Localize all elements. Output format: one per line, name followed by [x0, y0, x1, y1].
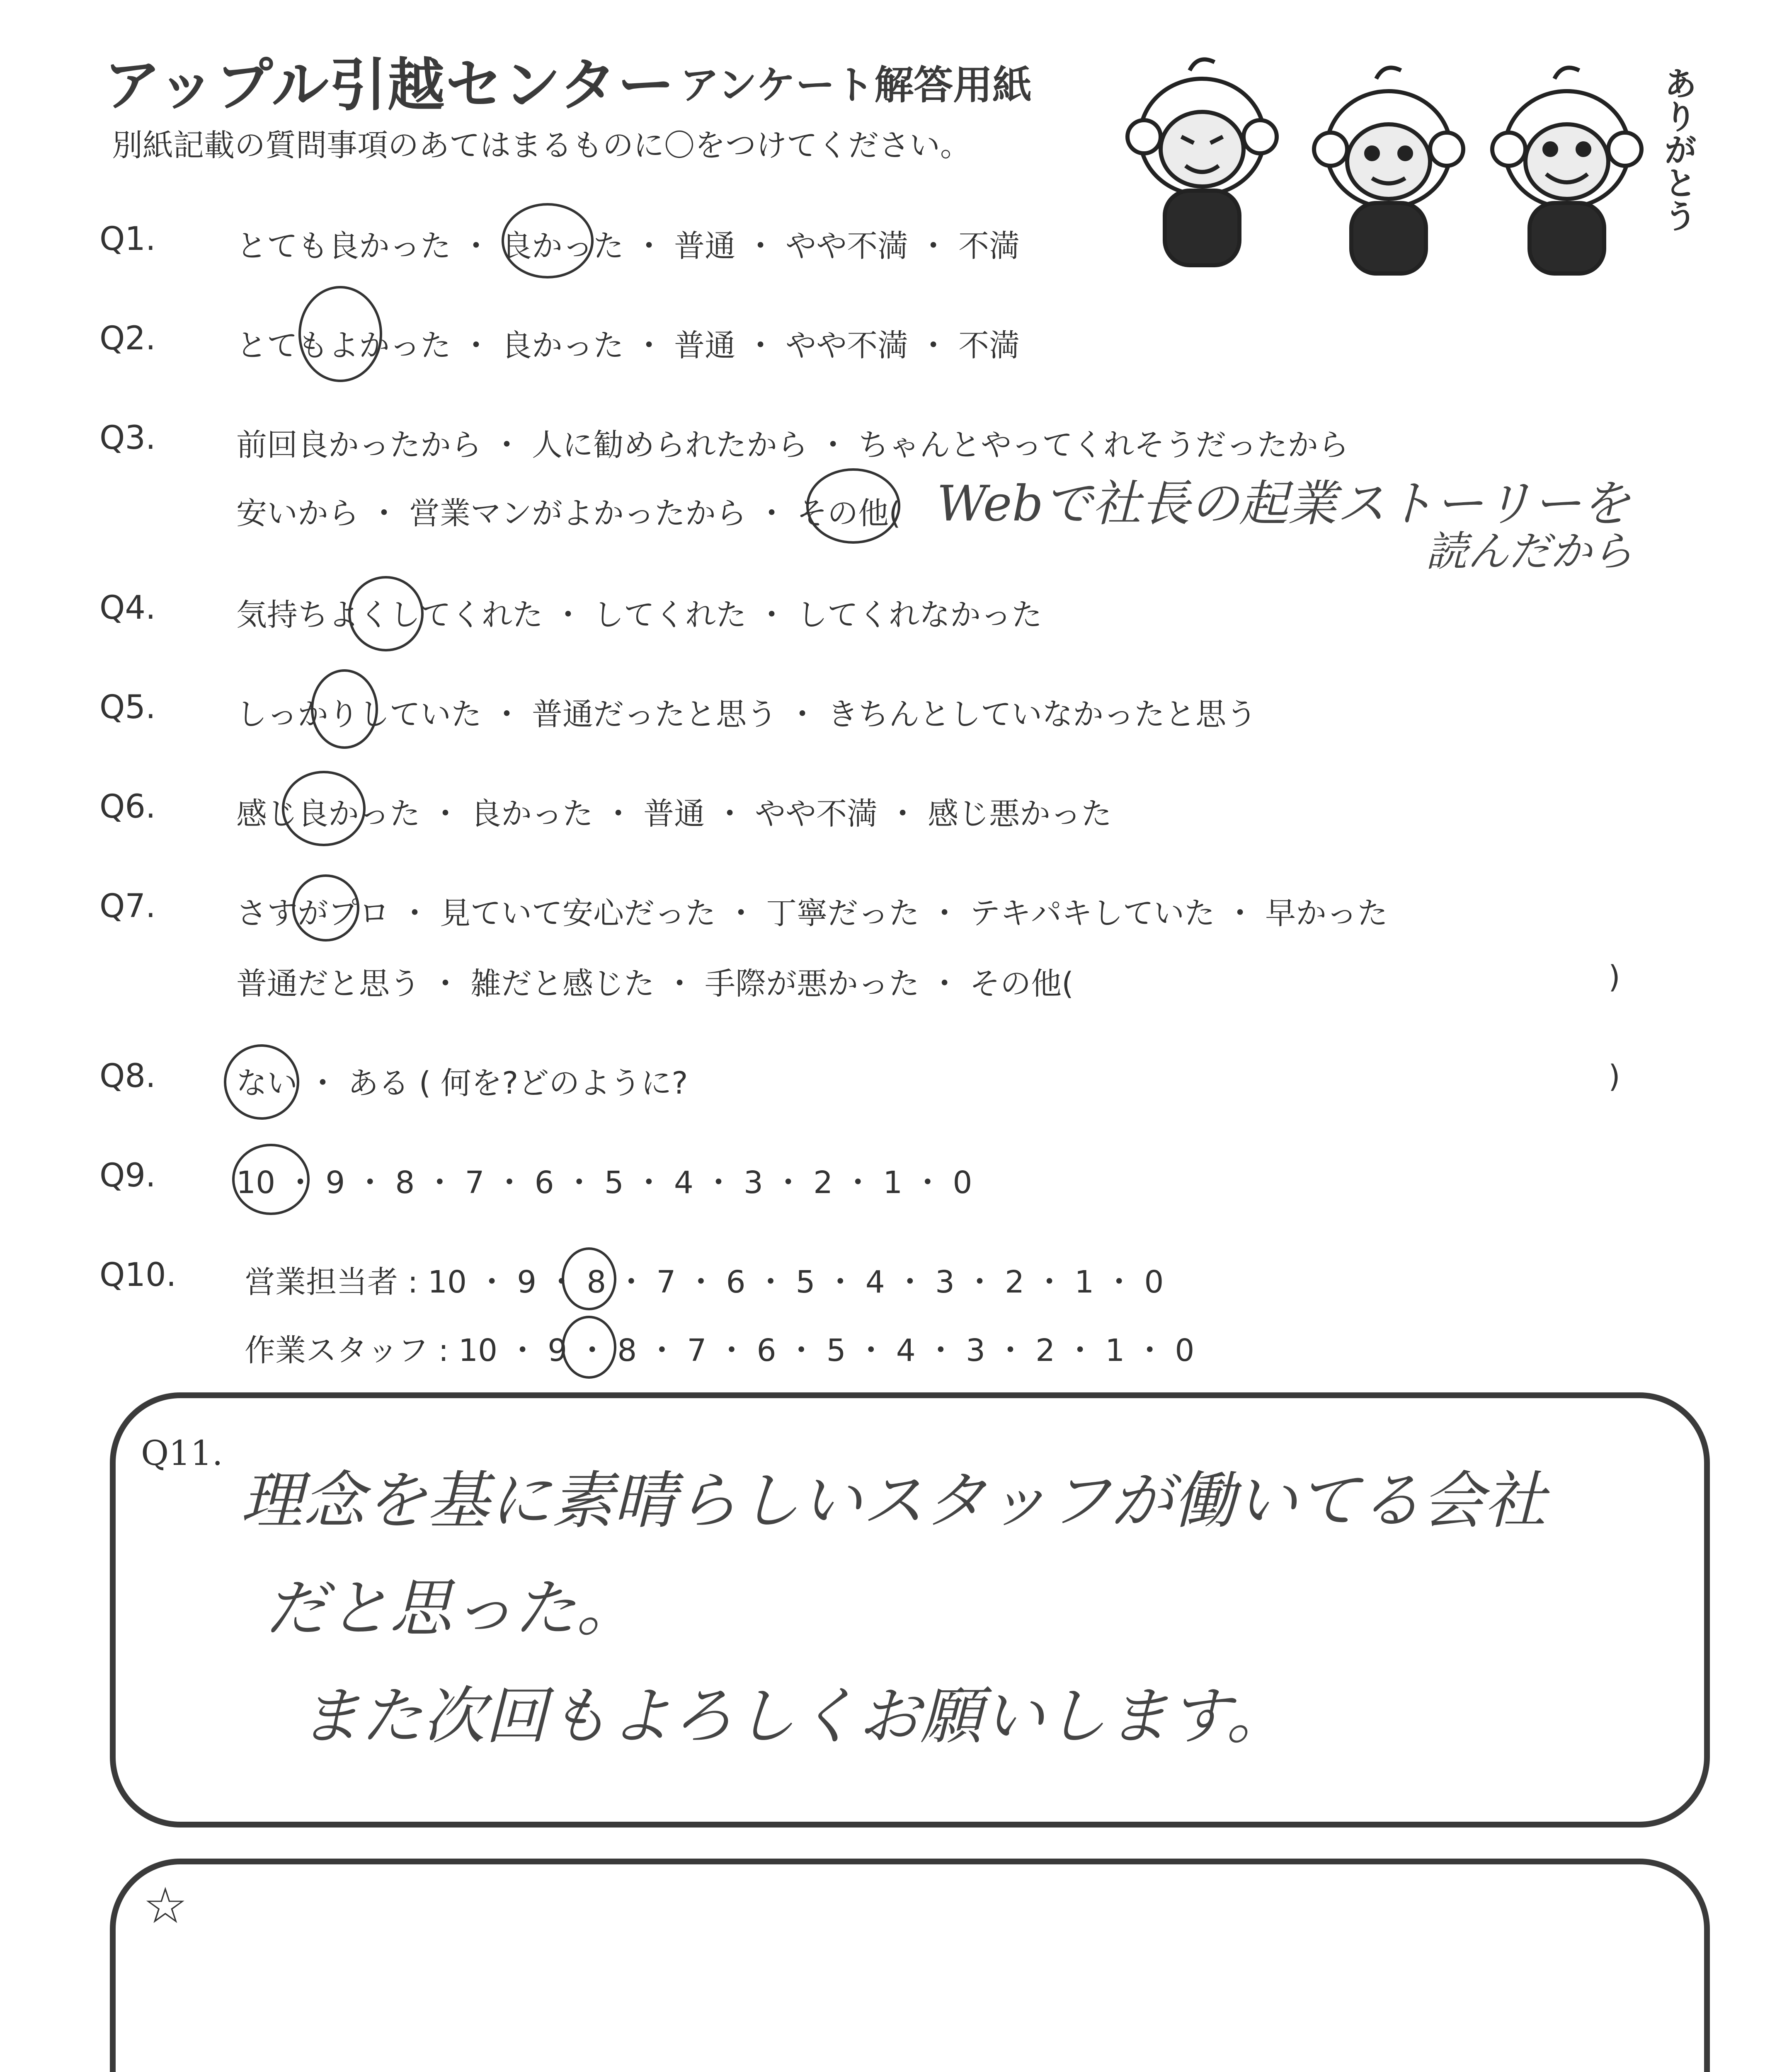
monkey-mascots-illustration [1119, 54, 1700, 286]
q8-close-paren: ) [1608, 1059, 1620, 1094]
q6-answer-circle [282, 771, 366, 846]
q10-sales-answer-circle [562, 1247, 616, 1310]
q10-staff-options: 作業スタッフ : 10 ・ 9 ・ 8 ・ 7 ・ 6 ・ 5 ・ 4 ・ 3 ・ 2 ・ 1 ・ 0 [245, 1333, 1195, 1368]
company-title: アップル引越センター [104, 52, 676, 119]
q6-label: Q6. [99, 788, 156, 825]
q9-answer-circle [232, 1144, 310, 1215]
q2-label: Q2. [99, 320, 156, 357]
q1-label: Q1. [99, 220, 156, 258]
q1-answer-circle [502, 203, 594, 278]
q3-options-line2: 安いから ・ 営業マンがよかったから ・ その他( [236, 496, 901, 531]
q7-label: Q7. [99, 888, 156, 925]
q3-options-line1: 前回良かったから ・ 人に勧められたから ・ ちゃんとやってくれそうだったから [236, 427, 1349, 463]
q11-comment-line3: また次回もよろしくお願いします。 [298, 1680, 1289, 1752]
q6-options: 感じ良かった ・ 良かった ・ 普通 ・ やや不満 ・ 感じ悪かった [236, 796, 1112, 832]
q10-staff-answer-circle [562, 1316, 616, 1379]
thanks-text: ありがとう [1658, 66, 1697, 232]
q8-answer-circle [224, 1044, 299, 1120]
instruction-text: 別紙記載の質問事項のあてはまるものに〇をつけてください。 [112, 128, 971, 163]
q7-options-line1: さすがプロ ・ 見ていて安心だった ・ 丁寧だった ・ テキパキしていた ・ 早かった [236, 896, 1388, 931]
q2-options: とてもよかった ・ 良かった ・ 普通 ・ やや不満 ・ 不満 [236, 328, 1020, 363]
q11-comment-line2: だと思った。 [265, 1573, 639, 1645]
form-subtitle: アンケート解答用紙 [680, 63, 1032, 108]
q10-label: Q10. [99, 1256, 177, 1294]
q7-options-line2: 普通だと思う ・ 雑だと感じた ・ 手際が悪かった ・ その他( [236, 966, 1074, 1002]
q3-handwritten-line2: 読んだから [1426, 527, 1633, 576]
q10-sales-options: 営業担当者 : 10 ・ 9 ・ 8 ・ 7 ・ 6 ・ 5 ・ 4 ・ 3 ・ 2 ・ 1 ・ 0 [245, 1264, 1164, 1300]
q3-handwritten-line1: Webで社長の起業ストーリーを [937, 475, 1631, 532]
q8-options: ない ・ ある ( 何を?どのように? [236, 1065, 688, 1101]
q11-comment-line1: 理念を基に素晴らしいスタッフが働いてる会社 [240, 1465, 1547, 1537]
q2-answer-circle [298, 286, 382, 382]
q3-label: Q3. [99, 419, 156, 457]
star-comment-box [110, 1859, 1710, 2072]
q9-label: Q9. [99, 1157, 156, 1194]
q11-label: Q11. [141, 1434, 223, 1473]
q5-answer-circle [311, 669, 378, 749]
q7-answer-circle [292, 874, 359, 942]
q7-close-paren: ) [1608, 959, 1620, 995]
q5-label: Q5. [99, 689, 156, 726]
q8-label: Q8. [99, 1058, 156, 1095]
q4-answer-circle [348, 576, 424, 651]
q4-label: Q4. [99, 589, 156, 627]
star-label: ☆ [143, 1877, 188, 1935]
q9-options: 10 ・ 9 ・ 8 ・ 7 ・ 6 ・ 5 ・ 4 ・ 3 ・ 2 ・ 1 ・ 0 [236, 1165, 972, 1201]
q1-options: とても良かった ・ 良かった ・ 普通 ・ やや不満 ・ 不満 [236, 228, 1020, 264]
q3-answer-circle [806, 468, 900, 544]
q4-options: 気持ちよくしてくれた ・ してくれた ・ してくれなかった [236, 597, 1043, 633]
q5-options: しっかりしていた ・ 普通だったと思う ・ きちんとしていなかったと思う [236, 697, 1257, 732]
